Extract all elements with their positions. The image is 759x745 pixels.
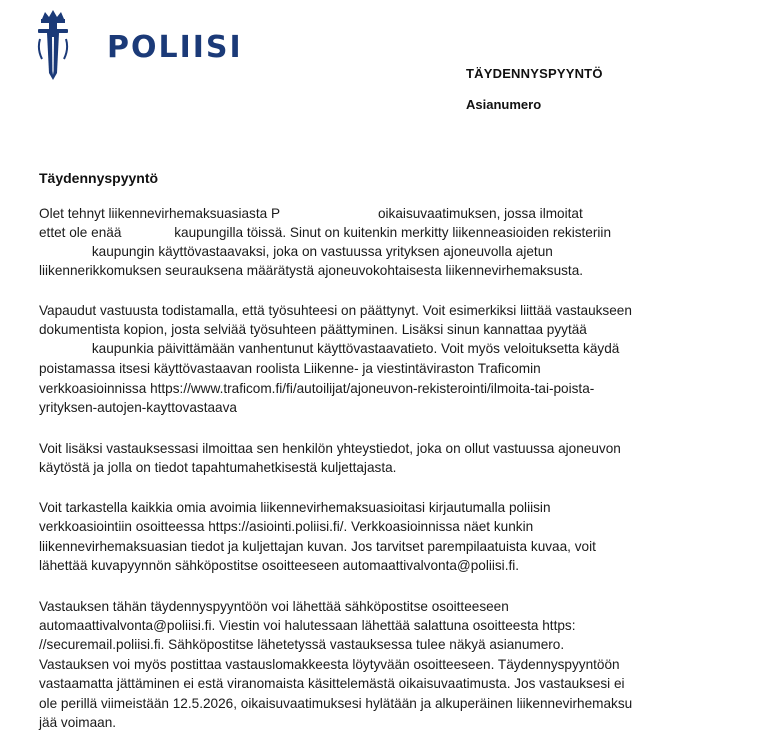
text-line: Voit lisäksi vastauksessasi ilmoittaa sen henkilön yhteystiedot, joka on ollut vastuussa ajoneuvon (39, 441, 621, 456)
text-line: automaattivalvonta@poliisi.fi. Viestin voi halutessaan lähettää salattuna osoitteesta https: (39, 618, 576, 633)
text-line: Voit tarkastella kaikkia omia avoimia liikennevirhemaksuasioitasi kirjautumalla poliisin (39, 500, 551, 515)
text-line: liikennevirhemaksuasian tiedot ja kuljettajan kuvan. Jos tarvitset parempilaatuista kuvaa, voit (39, 539, 596, 554)
text-line: poistamassa itsesi käyttövastaavan roolista Liikenne- ja viestintäviraston Traficomin (39, 361, 541, 376)
police-badge-sword-icon (36, 9, 70, 81)
text-line: Vapaudut vastuusta todistamalla, että työsuhteesi on päättynyt. Voit esimerkiksi liittää vastaukseen (39, 303, 632, 318)
logo-wordmark: POLIISI (107, 30, 243, 65)
text-line: Olet tehnyt liikennevirhemaksuasiasta P oikaisuvaatimuksen, jossa ilmoitat (39, 206, 583, 221)
text-line: yrityksen-autojen-kayttovastaava (39, 400, 237, 415)
text-line: dokumentista kopion, josta selviää työsuhteen päättyminen. Lisäksi sinun kannattaa pyytää (39, 322, 587, 337)
text-line: vastaamatta jättäminen ei estä viranomaista käsittelemästä oikaisuvaatimusta. Jos vastauksesi ei (39, 676, 625, 691)
poliisi-logo (36, 9, 243, 81)
text-line: ole perillä viimeistään 12.5.2026, oikaisuvaatimuksesi hylätään ja alkuperäinen liikennevirhemaksu (39, 696, 633, 711)
text-line: kaupungin käyttövastaavaksi, joka on vastuussa yrityksen ajoneuvolla ajetun (39, 244, 553, 259)
text-line: lähettää kuvapyynnön sähköpostitse osoitteeseen automaattivalvonta@poliisi.fi. (39, 558, 520, 573)
text-line: verkkoasiointiin osoitteessa https://asiointi.poliisi.fi/. Verkkoasioinnissa näet kunkin (39, 519, 534, 534)
text-line: Vastauksen voi myös postittaa vastauslomakkeesta löytyvään osoitteeseen. Täydennyspyyntöön (39, 657, 620, 672)
text-line: liikennerikkomuksen seurauksena määrätystä ajoneuvokohtaisesta liikennevirhemaksusta. (39, 263, 584, 278)
text-line: Vastauksen tähän täydennyspyyntöön voi lähettää sähköpostitse osoitteeseen (39, 599, 509, 614)
text-line: kaupunkia päivittämään vanhentunut käyttövastaavatieto. Voit myös veloituksetta käydä (39, 341, 620, 356)
text-line: //securemail.poliisi.fi. Sähköpostitse lähetetyssä vastauksessa tulee näkyä asianumero. (39, 637, 565, 652)
text-line: ettet ole enää kaupungilla töissä. Sinut on kuitenkin merkitty liikenneasioiden rekisteriin (39, 225, 611, 240)
text-line: käytöstä ja jolla on tiedot tapahtumahetkisestä kuljettajasta. (39, 460, 397, 475)
document-type: TÄYDENNYSPYYNTÖ (466, 66, 603, 81)
text-line: jää voimaan. (39, 715, 117, 730)
case-number-label: Asianumero (466, 97, 542, 112)
letter-heading: Täydennyspyyntö (39, 170, 159, 186)
text-line: verkkoasioinnissa https://www.traficom.fi/fi/autoilijat/ajoneuvon-rekisterointi/ilmoita-tai-poista- (39, 381, 595, 396)
